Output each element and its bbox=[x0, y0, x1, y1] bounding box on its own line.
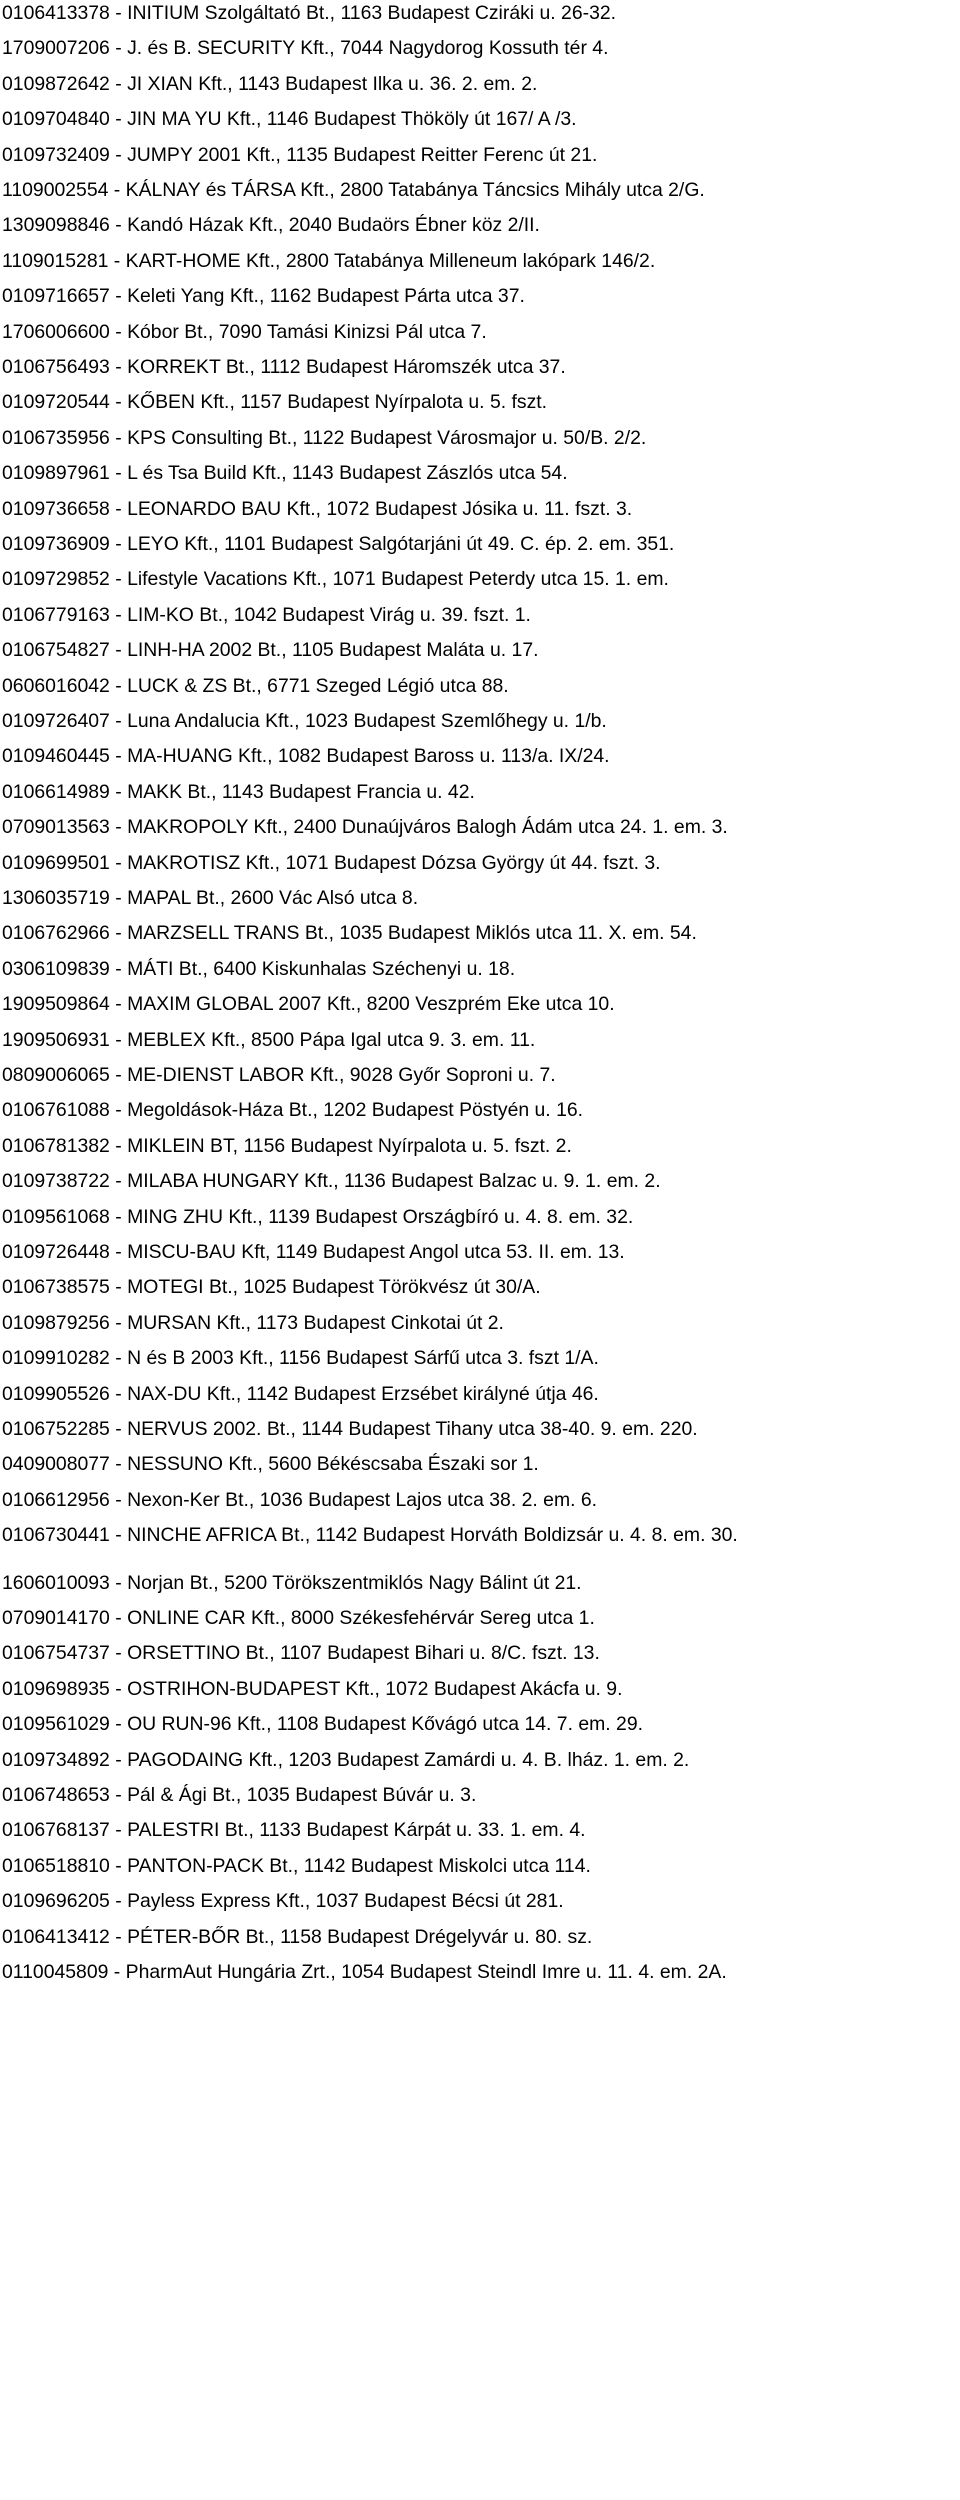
separator: - bbox=[109, 1205, 128, 1228]
company-name-address: KÁLNAY és TÁRSA Kft., 2800 Tatabánya Táncsics Mihály utca 2/G. bbox=[125, 179, 705, 201]
registration-number: 0109736658 bbox=[2, 497, 110, 520]
list-item bbox=[2, 249, 655, 273]
separator: - bbox=[109, 568, 128, 591]
separator: - bbox=[109, 533, 128, 555]
list-item bbox=[2, 709, 607, 733]
company-name-address: KŐBEN Kft., 1157 Budapest Nyírpalota u. 5. fszt. bbox=[127, 391, 548, 414]
company-name-address: MA-HUANG Kft., 1082 Budapest Baross u. 113/a. IX/24. bbox=[127, 745, 610, 768]
separator: - bbox=[109, 1028, 128, 1051]
list-item bbox=[2, 1169, 661, 1193]
separator: - bbox=[108, 179, 126, 201]
separator: - bbox=[109, 674, 128, 697]
list-item bbox=[2, 1677, 622, 1701]
registration-number: 0109729852 bbox=[2, 568, 110, 591]
list-item bbox=[2, 1063, 556, 1087]
separator: - bbox=[109, 1925, 128, 1948]
list-item bbox=[2, 992, 615, 1016]
registration-number: 0106738575 bbox=[2, 1276, 110, 1299]
registration-number: 0106730441 bbox=[2, 1524, 110, 1547]
list-item bbox=[2, 1275, 541, 1299]
registration-number: 0106762966 bbox=[2, 922, 110, 945]
company-name-address: Pál & Ági Bt., 1035 Budapest Búvár u. 3. bbox=[127, 1784, 477, 1806]
company-name-address: Keleti Yang Kft., 1162 Budapest Párta utca 37. bbox=[127, 285, 525, 308]
separator: - bbox=[109, 1453, 128, 1476]
company-name-address: PharmAut Hungária Zrt., 1054 Budapest Steindl Imre u. 11. 4. em. 2A. bbox=[125, 1961, 727, 1983]
registration-number: 0109698935 bbox=[2, 1677, 110, 1700]
separator: - bbox=[109, 497, 128, 520]
separator: - bbox=[109, 1418, 128, 1440]
separator: - bbox=[108, 1961, 126, 1983]
separator: - bbox=[109, 37, 128, 60]
company-name-address: MAKROTISZ Kft., 1071 Budapest Dózsa György út 44. fszt. 3. bbox=[127, 851, 661, 874]
company-name-address: Nexon-Ker Bt., 1036 Budapest Lajos utca 38. 2. em. 6. bbox=[127, 1488, 598, 1511]
registration-number: 1306035719 bbox=[2, 887, 110, 909]
registration-number: 1909509864 bbox=[2, 993, 110, 1016]
list-item bbox=[2, 957, 515, 981]
separator: - bbox=[108, 249, 126, 272]
separator: - bbox=[109, 285, 128, 308]
list-item bbox=[2, 1641, 600, 1665]
separator: - bbox=[109, 1311, 128, 1334]
registration-number: 0106756493 bbox=[2, 356, 110, 378]
separator: - bbox=[109, 851, 128, 874]
registration-number: 0109726448 bbox=[2, 1241, 110, 1263]
company-name-address: NERVUS 2002. Bt., 1144 Budapest Tihany utca 38-40. 9. em. 220. bbox=[127, 1418, 698, 1440]
separator: - bbox=[109, 1064, 128, 1086]
company-name-address: ONLINE CAR Kft., 8000 Székesfehérvár Sereg utca 1. bbox=[127, 1607, 595, 1629]
list-item bbox=[2, 744, 610, 768]
list-item bbox=[2, 1571, 582, 1595]
company-name-address: LUCK & ZS Bt., 6771 Szeged Légió utca 88. bbox=[127, 674, 509, 697]
company-name-address: PANTON-PACK Bt., 1142 Budapest Miskolci utca 114. bbox=[127, 1854, 591, 1877]
separator: - bbox=[109, 1677, 128, 1700]
separator: - bbox=[109, 1488, 128, 1511]
list-item bbox=[2, 921, 697, 945]
separator: - bbox=[109, 143, 128, 166]
list-item bbox=[2, 1311, 504, 1335]
company-name-address: MILABA HUNGARY Kft., 1136 Budapest Balzac u. 9. 1. em. 2. bbox=[127, 1170, 661, 1193]
separator: - bbox=[109, 1748, 128, 1771]
separator: - bbox=[109, 1854, 128, 1877]
company-name-address: JI XIAN Kft., 1143 Budapest Ilka u. 36. 2. em. 2. bbox=[127, 72, 538, 95]
registration-number: 0106752285 bbox=[2, 1418, 110, 1440]
separator: - bbox=[109, 2, 128, 24]
list-item bbox=[2, 1960, 727, 1984]
list-item bbox=[2, 532, 674, 556]
list-item bbox=[2, 567, 669, 591]
separator: - bbox=[109, 745, 128, 768]
list-item bbox=[2, 1346, 599, 1370]
list-item bbox=[2, 851, 661, 875]
list-item bbox=[2, 143, 597, 167]
registration-number: 1109015281 bbox=[2, 249, 109, 272]
registration-number: 0106735956 bbox=[2, 426, 110, 449]
registration-number: 0109736909 bbox=[2, 533, 110, 555]
separator: - bbox=[109, 780, 128, 803]
registration-number: 0109460445 bbox=[2, 745, 110, 768]
registration-number: 0109905526 bbox=[2, 1382, 110, 1405]
registration-number: 1606010093 bbox=[2, 1571, 110, 1594]
company-name-address: Megoldások-Háza Bt., 1202 Budapest Pöstyén u. 16. bbox=[127, 1099, 584, 1122]
list-item bbox=[2, 1854, 591, 1878]
company-name-address: OU RUN-96 Kft., 1108 Budapest Kővágó utca 14. 7. em. 29. bbox=[127, 1713, 644, 1736]
separator: - bbox=[109, 1099, 128, 1122]
list-item bbox=[2, 1488, 597, 1512]
company-name-address: LEONARDO BAU Kft., 1072 Budapest Jósika u. 11. fszt. 3. bbox=[127, 497, 633, 520]
separator: - bbox=[109, 993, 128, 1016]
list-item bbox=[2, 284, 525, 308]
registration-number: 0109897961 bbox=[2, 462, 110, 485]
company-name-address: KPS Consulting Bt., 1122 Budapest Városmajor u. 50/B. 2/2. bbox=[127, 426, 647, 449]
registration-number: 0709014170 bbox=[2, 1607, 110, 1629]
company-name-address: MAPAL Bt., 2600 Vác Alsó utca 8. bbox=[127, 887, 419, 909]
separator: - bbox=[109, 1890, 128, 1913]
list-item bbox=[2, 1783, 476, 1807]
company-name-address: ME-DIENST LABOR Kft., 9028 Győr Soproni u. 7. bbox=[127, 1064, 556, 1086]
list-item bbox=[2, 780, 475, 804]
company-name-address: Norjan Bt., 5200 Törökszentmiklós Nagy Bálint út 21. bbox=[127, 1571, 582, 1594]
company-name-address: NINCHE AFRICA Bt., 1142 Budapest Horváth Boldizsár u. 4. 8. em. 30. bbox=[127, 1524, 738, 1547]
registration-number: 0106614989 bbox=[2, 780, 110, 803]
registration-number: 0809006065 bbox=[2, 1064, 110, 1086]
list-item bbox=[2, 107, 577, 131]
list-item bbox=[2, 638, 538, 662]
company-name-address: JUMPY 2001 Kft., 1135 Budapest Reitter Ferenc út 21. bbox=[127, 143, 598, 166]
list-item bbox=[2, 355, 566, 379]
list-item bbox=[2, 1818, 586, 1842]
company-name-address: MARZSELL TRANS Bt., 1035 Budapest Miklós utca 11. X. em. 54. bbox=[127, 922, 697, 945]
list-item bbox=[2, 1, 616, 25]
list-item bbox=[2, 1452, 539, 1476]
company-name-address: OSTRIHON-BUDAPEST Kft., 1072 Budapest Akácfa u. 9. bbox=[127, 1677, 623, 1700]
registration-number: 1109002554 bbox=[2, 179, 109, 201]
separator: - bbox=[109, 108, 128, 131]
company-name-address: PALESTRI Bt., 1133 Budapest Kárpát u. 33. 1. em. 4. bbox=[127, 1819, 586, 1842]
registration-number: 0106413378 bbox=[2, 2, 110, 24]
registration-number: 0109720544 bbox=[2, 391, 110, 414]
list-item bbox=[2, 1134, 572, 1158]
separator: - bbox=[109, 72, 128, 95]
separator: - bbox=[109, 320, 128, 343]
list-item bbox=[2, 320, 487, 344]
separator: - bbox=[109, 1134, 128, 1157]
registration-number: 1709007206 bbox=[2, 37, 110, 60]
company-name-address: MOTEGI Bt., 1025 Budapest Törökvész út 30/A. bbox=[127, 1276, 541, 1299]
registration-number: 0109879256 bbox=[2, 1311, 110, 1334]
list-item bbox=[2, 674, 509, 698]
separator: - bbox=[109, 1713, 128, 1736]
company-name-address: MAKK Bt., 1143 Budapest Francia u. 42. bbox=[127, 780, 475, 803]
separator: - bbox=[109, 356, 128, 378]
list-item bbox=[2, 603, 531, 627]
registration-number: 0109734892 bbox=[2, 1748, 110, 1771]
list-item bbox=[2, 1606, 595, 1630]
separator: - bbox=[109, 887, 128, 909]
company-name-address: N és B 2003 Kft., 1156 Budapest Sárfű utca 3. fszt 1/A. bbox=[127, 1347, 599, 1370]
registration-number: 0106518810 bbox=[2, 1854, 110, 1877]
company-name-address: LINH-HA 2002 Bt., 1105 Budapest Maláta u. 17. bbox=[127, 639, 539, 662]
company-name-address: J. és B. SECURITY Kft., 7044 Nagydorog Kossuth tér 4. bbox=[127, 37, 609, 60]
list-item bbox=[2, 886, 418, 910]
company-name-address: Luna Andalucia Kft., 1023 Budapest Szemlőhegy u. 1/b. bbox=[127, 710, 607, 732]
registration-number: 0106748653 bbox=[2, 1784, 110, 1806]
company-name-address: MISCU-BAU Kft, 1149 Budapest Angol utca 53. II. em. 13. bbox=[127, 1241, 625, 1263]
separator: - bbox=[109, 957, 128, 980]
company-name-address: PÉTER-BŐR Bt., 1158 Budapest Drégelyvár u. 80. sz. bbox=[127, 1925, 593, 1948]
company-name-address: LEYO Kft., 1101 Budapest Salgótarjáni út 49. C. ép. 2. em. 351. bbox=[127, 533, 675, 555]
registration-number: 0109738722 bbox=[2, 1170, 110, 1193]
registration-number: 0106781382 bbox=[2, 1134, 110, 1157]
company-name-address: INITIUM Szolgáltató Bt., 1163 Budapest Cziráki u. 26-32. bbox=[127, 2, 617, 24]
separator: - bbox=[109, 1571, 128, 1594]
separator: - bbox=[109, 391, 128, 414]
separator: - bbox=[109, 922, 128, 945]
list-item bbox=[2, 815, 728, 839]
separator: - bbox=[109, 1607, 128, 1629]
registration-number: 0106761088 bbox=[2, 1099, 110, 1122]
separator: - bbox=[109, 1524, 128, 1547]
separator: - bbox=[109, 1382, 128, 1405]
separator: - bbox=[109, 710, 128, 732]
list-item bbox=[2, 1925, 592, 1949]
registration-number: 0409008077 bbox=[2, 1453, 110, 1476]
company-name-address: JIN MA YU Kft., 1146 Budapest Thököly út 167/ A /3. bbox=[127, 108, 577, 131]
list-item bbox=[2, 1205, 633, 1229]
registration-number: 0306109839 bbox=[2, 957, 110, 980]
company-name-address: MEBLEX Kft., 8500 Pápa Igal utca 9. 3. em. 11. bbox=[127, 1028, 536, 1051]
company-name-address: NAX-DU Kft., 1142 Budapest Erzsébet királyné útja 46. bbox=[127, 1382, 599, 1405]
registration-number: 0109910282 bbox=[2, 1347, 110, 1370]
company-name-address: Lifestyle Vacations Kft., 1071 Budapest Peterdy utca 15. 1. em. bbox=[127, 568, 669, 591]
list-item bbox=[2, 72, 537, 96]
registration-number: 0109699501 bbox=[2, 851, 110, 874]
list-item bbox=[2, 1712, 643, 1736]
separator: - bbox=[109, 1241, 128, 1263]
company-name-address: Kóbor Bt., 7090 Tamási Kinizsi Pál utca 7. bbox=[127, 320, 487, 343]
separator: - bbox=[109, 214, 128, 237]
company-name-address: KORREKT Bt., 1112 Budapest Háromszék utca 37. bbox=[127, 356, 566, 378]
registration-number: 0109696205 bbox=[2, 1890, 110, 1913]
registration-number: 0709013563 bbox=[2, 816, 110, 839]
company-name-address: L és Tsa Build Kft., 1143 Budapest Zászlós utca 54. bbox=[127, 462, 568, 485]
registration-number: 0106754737 bbox=[2, 1642, 110, 1665]
registration-number: 0109716657 bbox=[2, 285, 110, 308]
registration-number: 0109872642 bbox=[2, 72, 110, 95]
registration-number: 0106612956 bbox=[2, 1488, 110, 1511]
registration-number: 0606016042 bbox=[2, 674, 110, 697]
separator: - bbox=[109, 603, 128, 626]
list-item bbox=[2, 36, 608, 60]
company-name-address: MÁTI Bt., 6400 Kiskunhalas Széchenyi u. 18. bbox=[127, 957, 516, 980]
company-name-address: Kandó Házak Kft., 2040 Budaörs Ébner köz 2/II. bbox=[127, 214, 540, 237]
registration-number: 1706006600 bbox=[2, 320, 110, 343]
registration-number: 0110045809 bbox=[2, 1961, 109, 1983]
list-item bbox=[2, 178, 705, 202]
separator: - bbox=[109, 1819, 128, 1842]
list-item bbox=[2, 426, 646, 450]
company-name-address: MAXIM GLOBAL 2007 Kft., 8200 Veszprém Eke utca 10. bbox=[127, 993, 615, 1016]
company-name-address: MING ZHU Kft., 1139 Budapest Országbíró u. 4. 8. em. 32. bbox=[127, 1205, 634, 1228]
registration-number: 0109561068 bbox=[2, 1205, 110, 1228]
company-name-address: KART-HOME Kft., 2800 Tatabánya Milleneum lakópark 146/2. bbox=[125, 249, 656, 272]
separator: - bbox=[109, 1347, 128, 1370]
list-item bbox=[2, 1098, 583, 1122]
company-name-address: LIM-KO Bt., 1042 Budapest Virág u. 39. fszt. 1. bbox=[127, 603, 531, 626]
company-name-address: MAKROPOLY Kft., 2400 Dunaújváros Balogh Ádám utca 24. 1. em. 3. bbox=[127, 816, 728, 839]
separator: - bbox=[109, 816, 128, 839]
list-item bbox=[2, 1382, 599, 1406]
registration-number: 0109726407 bbox=[2, 710, 110, 732]
company-name-address: MIKLEIN BT, 1156 Budapest Nyírpalota u. 5. fszt. 2. bbox=[127, 1134, 572, 1157]
list-item bbox=[2, 1028, 535, 1052]
separator: - bbox=[109, 1170, 128, 1193]
list-item bbox=[2, 390, 547, 414]
registration-number: 0109561029 bbox=[2, 1713, 110, 1736]
company-name-address: PAGODAING Kft., 1203 Budapest Zamárdi u. 4. B. lház. 1. em. 2. bbox=[127, 1748, 690, 1771]
separator: - bbox=[109, 1784, 128, 1806]
company-name-address: ORSETTINO Bt., 1107 Budapest Bihari u. 8/C. fszt. 13. bbox=[127, 1642, 600, 1665]
registration-number: 0106413412 bbox=[2, 1925, 110, 1948]
company-name-address: NESSUNO Kft., 5600 Békéscsaba Északi sor 1. bbox=[127, 1453, 539, 1476]
registration-number: 0109704840 bbox=[2, 108, 110, 131]
list-item bbox=[2, 1240, 625, 1264]
separator: - bbox=[109, 1276, 128, 1299]
separator: - bbox=[109, 426, 128, 449]
company-name-address: Payless Express Kft., 1037 Budapest Bécsi út 281. bbox=[127, 1890, 564, 1913]
company-name-address: MURSAN Kft., 1173 Budapest Cinkotai út 2. bbox=[127, 1311, 504, 1334]
separator: - bbox=[109, 639, 128, 662]
registration-number: 1309098846 bbox=[2, 214, 110, 237]
registration-number: 0106754827 bbox=[2, 639, 110, 662]
list-item bbox=[2, 497, 632, 521]
registration-number: 0106768137 bbox=[2, 1819, 110, 1842]
list-item bbox=[2, 1748, 689, 1772]
list-item bbox=[2, 461, 568, 485]
separator: - bbox=[109, 462, 128, 485]
list-item bbox=[2, 1889, 564, 1913]
registration-number: 0106779163 bbox=[2, 603, 110, 626]
list-item bbox=[2, 1417, 698, 1441]
list-item bbox=[2, 1523, 738, 1547]
registration-number: 0109732409 bbox=[2, 143, 110, 166]
list-item bbox=[2, 213, 540, 237]
registration-number: 1909506931 bbox=[2, 1028, 110, 1051]
separator: - bbox=[109, 1642, 128, 1665]
